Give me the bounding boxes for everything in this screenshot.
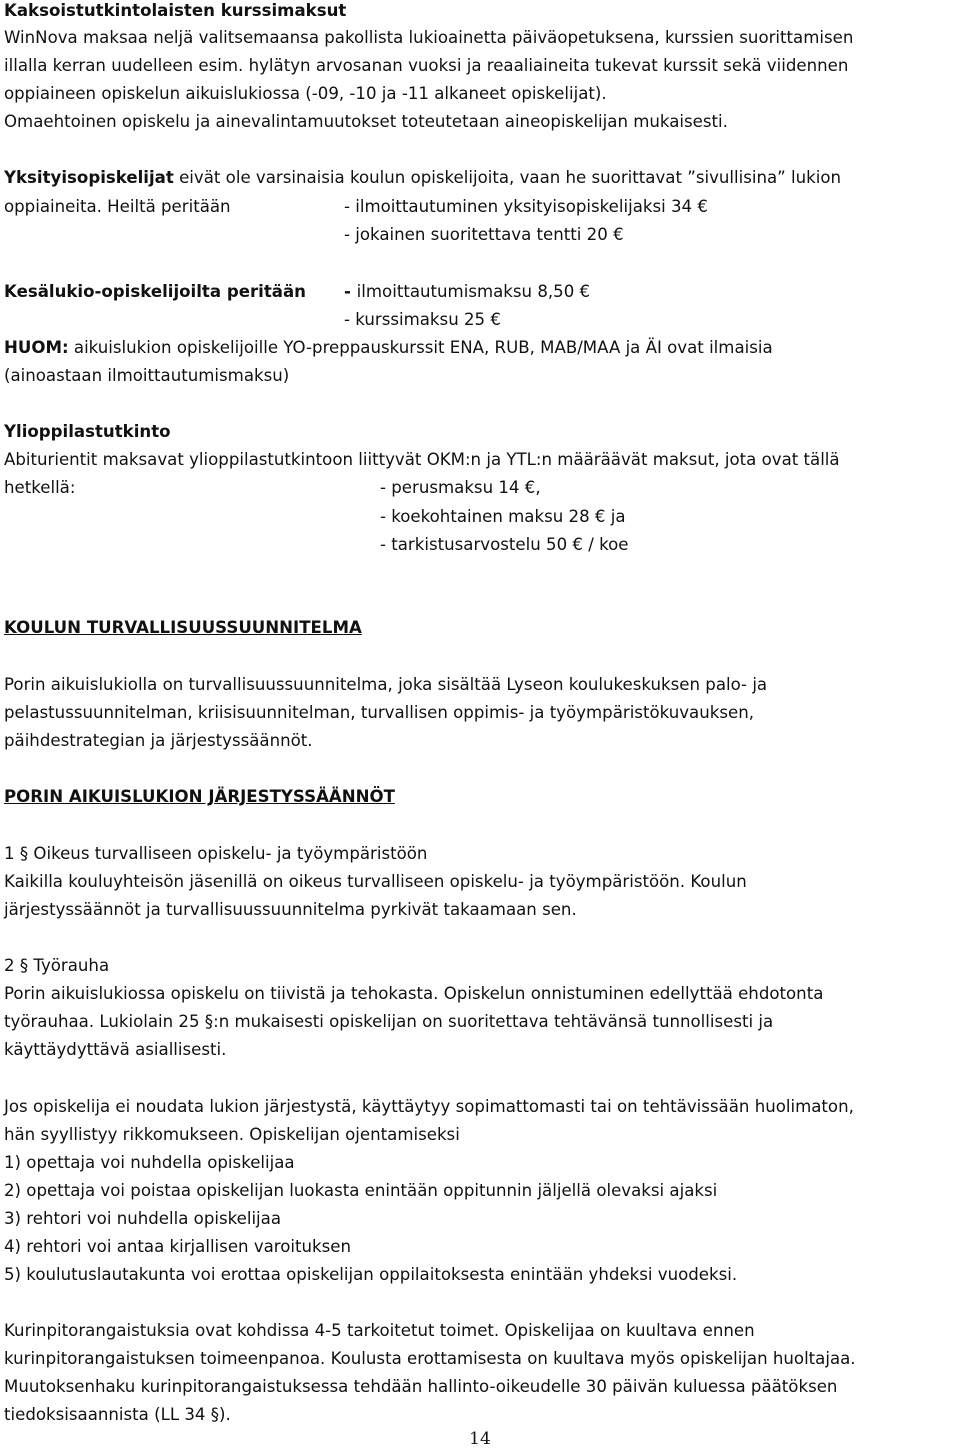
text-span: hetkellä: <box>4 478 76 497</box>
text-span: ilmoittautumismaksu 8,50 € <box>356 282 591 301</box>
text-line: oppiaineen opiskelun aikuislukiossa (-09, -10 ja -11 alkaneet opiskelijat). <box>4 84 607 103</box>
text-line: Muutoksenhaku kurinpitorangaistuksessa tehdään hallinto-oikeudelle 30 päivän kuluessa päätöksen <box>4 1377 838 1396</box>
section-title: 1 § Oikeus turvalliseen opiskelu- ja työympäristöön <box>4 844 428 863</box>
yksityisopiskelijat-line <box>4 167 841 189</box>
fee-item: - koekohtainen maksu 28 € ja <box>380 507 626 526</box>
fee-item: - tarkistusarvostelu 50 € / koe <box>380 535 629 554</box>
text-line: illalla kerran uudelleen esim. hylätyn arvosanan vuoksi ja reaaliaineita tukevat kurssit sekä viidennen <box>4 56 849 75</box>
text-line: pelastussuunnitelman, kriisisuunnitelman, turvallisen oppimis- ja työympäristökuvauksen, <box>4 703 754 722</box>
text-line: Kaikilla kouluyhteisön jäsenillä on oikeus turvalliseen opiskelu- ja työympäristöön. Koulun <box>4 872 747 891</box>
fee-item: - perusmaksu 14 €, <box>380 478 541 497</box>
fee-item <box>344 281 590 303</box>
text-line: tiedoksisaannista (LL 34 §). <box>4 1405 231 1424</box>
fee-row <box>4 281 944 303</box>
kesalukio-label: Kesälukio-opiskelijoilta peritään <box>4 282 306 301</box>
text-span: oppiaineita. Heiltä peritään <box>4 197 231 216</box>
heading-turvallisuussuunnitelma: KOULUN TURVALLISUUSSUUNNITELMA <box>4 618 362 637</box>
fee-item: - ilmoittautuminen yksityisopiskelijaksi 34 € <box>344 197 708 216</box>
text-line: kurinpitorangaistuksen toimeenpanoa. Koulusta erottamisesta on kuultava myös opiskelijan huoltajaa. <box>4 1349 856 1368</box>
list-item: 3) rehtori voi nuhdella opiskelijaa <box>4 1209 282 1228</box>
text-line: WinNova maksaa neljä valitsemaansa pakollista lukioainetta päiväopetuksena, kurssien suorittamisen <box>4 28 854 47</box>
section-title: 2 § Työrauha <box>4 956 110 975</box>
heading-jarjestyssaannot: PORIN AIKUISLUKION JÄRJESTYSSÄÄNNÖT <box>4 787 395 806</box>
fee-row <box>4 506 944 528</box>
huom-label: HUOM: <box>4 338 69 357</box>
text-line: Abiturientit maksavat ylioppilastutkintoon liittyvät OKM:n ja YTL:n määräävät maksut, jota ovat tällä <box>4 450 840 469</box>
heading-kaksoistutkintolaisten: Kaksoistutkintolaisten kurssimaksut <box>4 1 347 20</box>
fee-item: - kurssimaksu 25 € <box>344 310 501 329</box>
fee-dash: - <box>344 282 357 301</box>
huom-line <box>4 337 773 359</box>
text-line: käyttäydyttävä asiallisesti. <box>4 1040 227 1059</box>
list-item: 4) rehtori voi antaa kirjallisen varoituksen <box>4 1237 352 1256</box>
text-line: hän syyllistyy rikkomukseen. Opiskelijan ojentamiseksi <box>4 1125 460 1144</box>
text-span: eivät ole varsinaisia koulun opiskelijoita, vaan he suorittavat ”sivullisina” lukion <box>173 168 842 187</box>
fee-row <box>4 224 944 246</box>
fee-row <box>4 477 944 499</box>
page-number: 14 <box>469 1429 491 1449</box>
heading-ylioppilastutkinto: Ylioppilastutkinto <box>4 422 171 441</box>
text-line: päihdestrategian ja järjestyssäännöt. <box>4 731 313 750</box>
text-line: työrauhaa. Lukiolain 25 §:n mukaisesti opiskelijan on suoritettava tehtävänsä tunnollisesti ja <box>4 1012 774 1031</box>
list-item: 1) opettaja voi nuhdella opiskelijaa <box>4 1153 295 1172</box>
fee-row <box>4 309 944 331</box>
yksityisopiskelijat-label: Yksityisopiskelijat <box>4 168 174 187</box>
text-line: Porin aikuislukiossa opiskelu on tiivistä ja tehokasta. Opiskelun onnistuminen edellyttää ehdotonta <box>4 984 824 1003</box>
text-line: Jos opiskelija ei noudata lukion järjestystä, käyttäytyy sopimattomasti tai on tehtävissään huolimaton, <box>4 1097 854 1116</box>
text-span: aikuislukion opiskelijoille YO-preppauskurssit ENA, RUB, MAB/MAA ja ÄI ovat ilmaisia <box>68 338 773 357</box>
text-line: Kurinpitorangaistuksia ovat kohdissa 4-5 tarkoitetut toimet. Opiskelijaa on kuultava ennen <box>4 1321 755 1340</box>
list-item: 5) koulutuslautakunta voi erottaa opiskelijan oppilaitoksesta enintään yhdeksi vuodeksi. <box>4 1265 738 1284</box>
fee-item: - jokainen suoritettava tentti 20 € <box>344 225 624 244</box>
text-line: järjestyssäännöt ja turvallisuussuunnitelma pyrkivät takaamaan sen. <box>4 900 577 919</box>
list-item: 2) opettaja voi poistaa opiskelijan luokasta enintään oppitunnin jäljellä olevaksi ajaksi <box>4 1181 718 1200</box>
fee-row <box>4 196 944 218</box>
text-line: (ainoastaan ilmoittautumismaksu) <box>4 366 290 385</box>
text-line: Porin aikuislukiolla on turvallisuussuunnitelma, joka sisältää Lyseon koulukeskuksen palo- ja <box>4 675 768 694</box>
text-line: Omaehtoinen opiskelu ja ainevalintamuutokset toteutetaan aineopiskelijan mukaisesti. <box>4 112 728 131</box>
fee-row <box>4 534 944 556</box>
